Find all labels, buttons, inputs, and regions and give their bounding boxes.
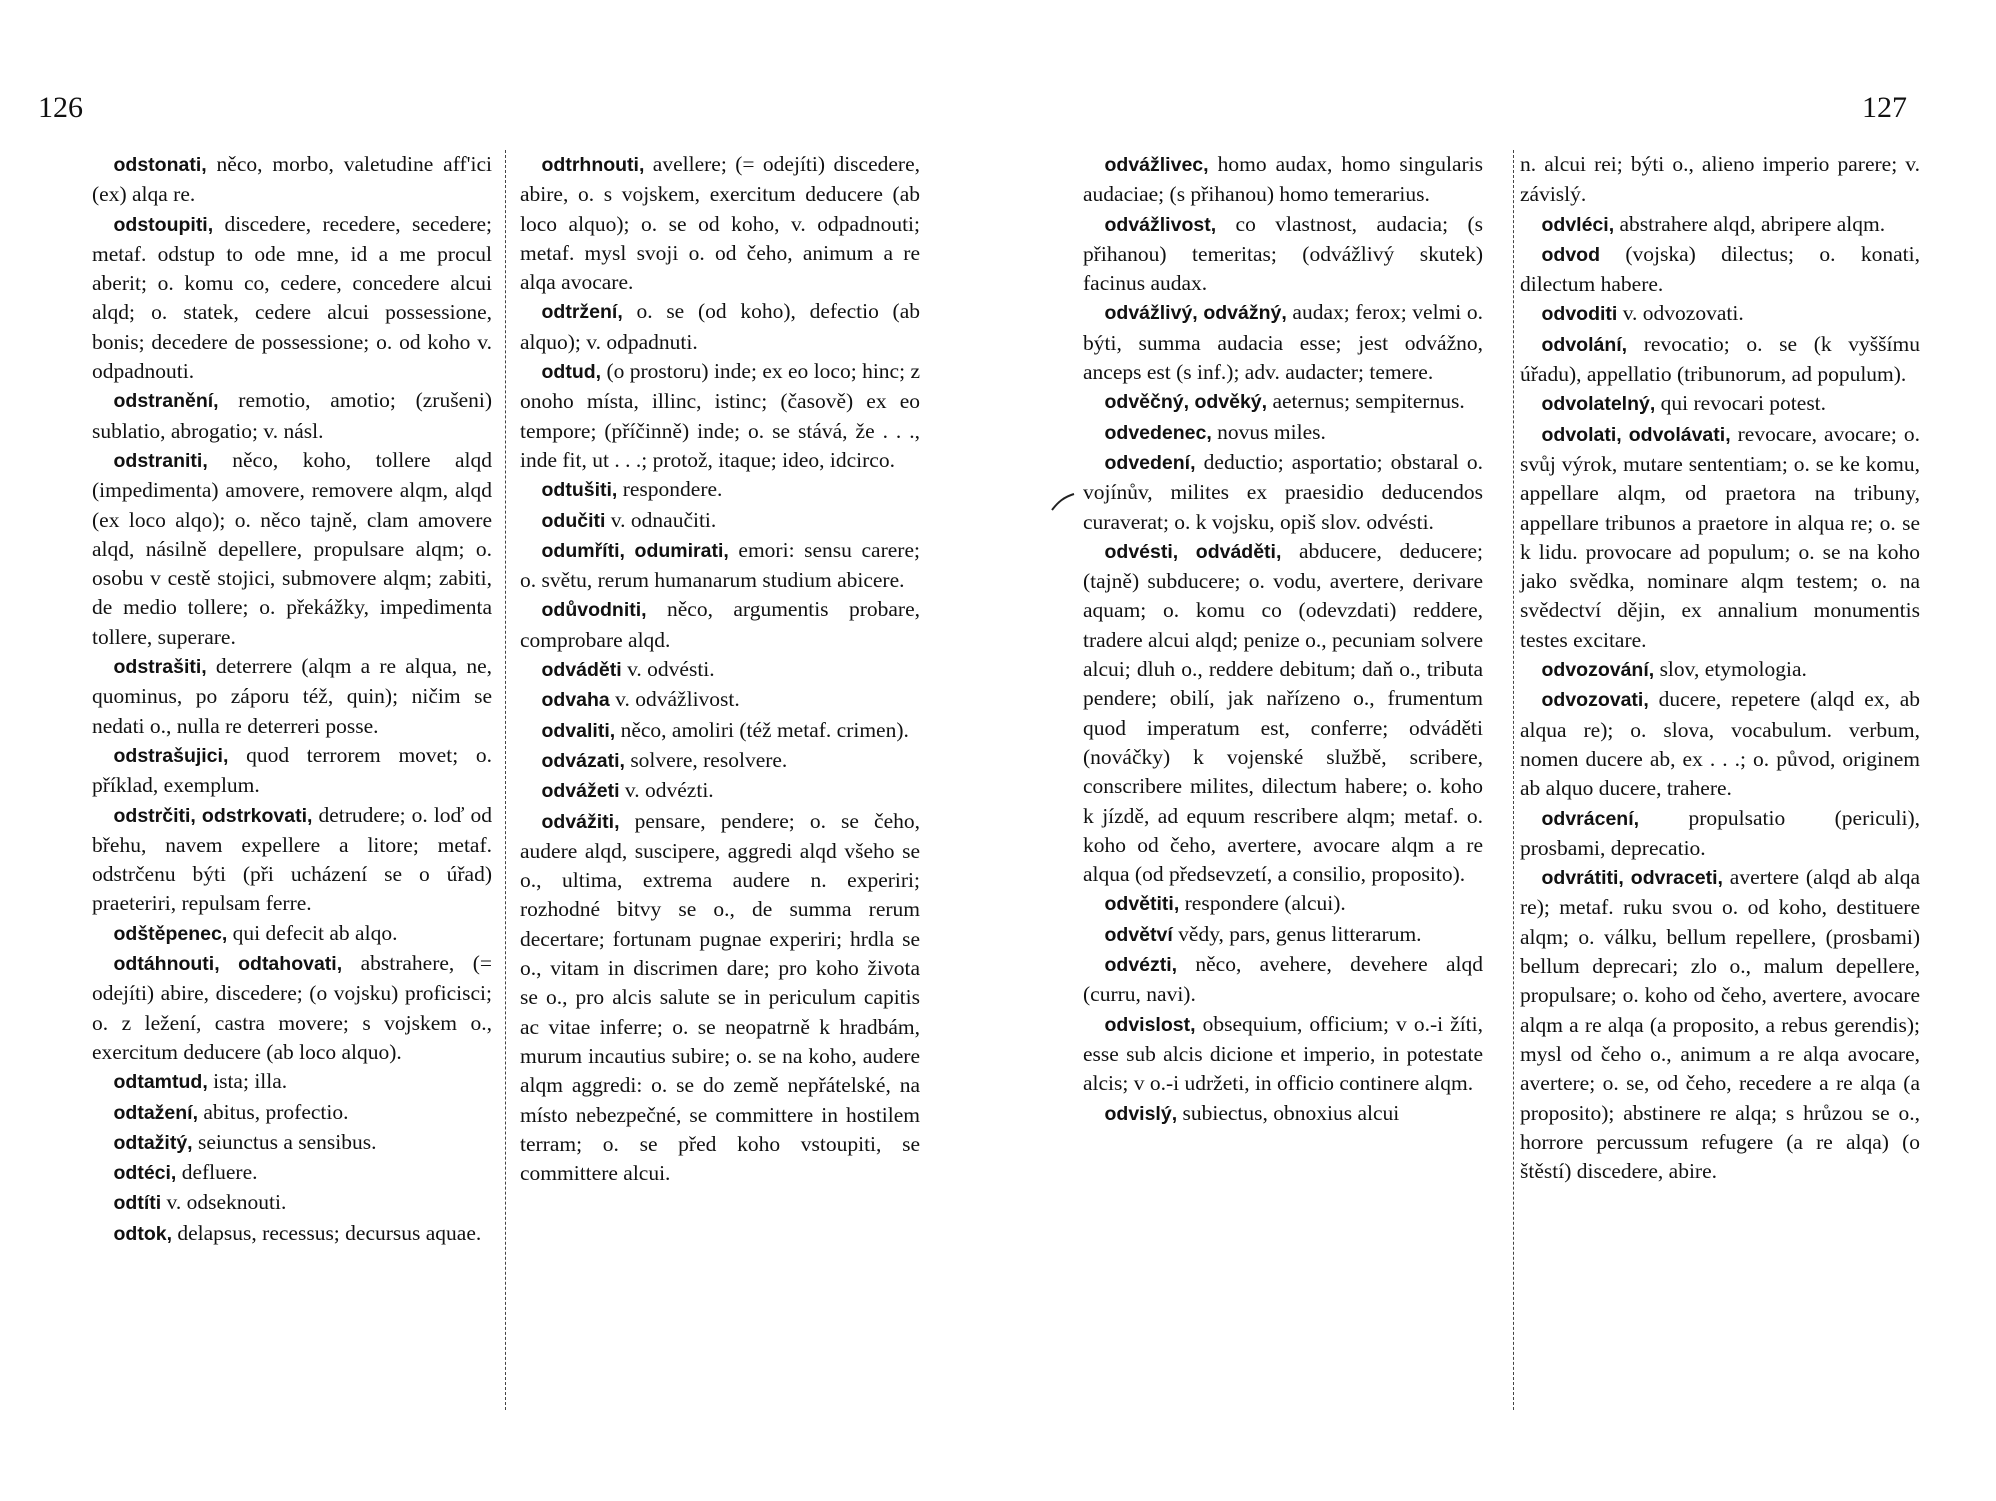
- entry-headword: odůvodniti,: [541, 599, 647, 622]
- column-divider-right: [1513, 150, 1514, 1410]
- entry-headword: odvod: [1541, 243, 1600, 266]
- dictionary-entry: [1083, 210, 1483, 299]
- entry-definition: quod terrorem movet; o. příklad, exemplum.: [92, 742, 492, 798]
- entry-headword: odtáhnouti, odtahovati,: [113, 953, 343, 976]
- entry-definition: subiectus, obnoxius alcui: [1177, 1100, 1400, 1125]
- column-1: [92, 150, 492, 1249]
- entry-headword: odvézti,: [1104, 954, 1178, 977]
- entry-definition: avellere; (= odejíti) discedere, abire, o. s vojskem, exercitum deducere (ab loco alquo); o. se od koho, v. odpadnouti; metaf. mysl svoji o. od čeho, animum a re alqa avocare.: [520, 152, 920, 295]
- entry-definition: v. odvozovati.: [1617, 301, 1744, 326]
- entry-headword: odtud,: [541, 361, 602, 384]
- entry-definition: v. odvézti.: [619, 778, 714, 803]
- entry-headword: odumříti, odumirati,: [541, 539, 729, 562]
- dictionary-entry: [1083, 537, 1483, 890]
- dictionary-entry: [520, 807, 920, 1189]
- entry-definition: v. odvésti.: [621, 657, 715, 682]
- dictionary-entry: [520, 746, 920, 776]
- dictionary-entry: [1083, 920, 1483, 950]
- entry-definition: seiunctus a sensibus.: [192, 1129, 377, 1154]
- column-4: [1520, 150, 1920, 1186]
- entry-definition: abstrahere alqd, abripere alqm.: [1614, 211, 1886, 236]
- entry-definition: (o prostoru) inde; ex eo loco; hinc; z onoho místa, illinc, istinc; (časově) ex eo tempore; (příčinně) inde; o. se stává, že . . ., inde fit, ut . . .; protož, itaque; ideo, idcirco.: [520, 359, 920, 472]
- entry-headword: odtrhnouti,: [541, 154, 645, 176]
- entry-headword: odvolání,: [1541, 333, 1628, 356]
- entry-headword: odvoditi: [1541, 303, 1618, 326]
- entry-definition: respondere (alcui).: [1179, 891, 1346, 916]
- entry-headword: odvislost,: [1104, 1013, 1196, 1036]
- dictionary-entry: [520, 655, 920, 685]
- entry-definition: deterrere (alqm a re alqua, ne, quominus, po záporu též, quin); ničim se nedati o., nulla re deterreri posse.: [92, 654, 492, 738]
- entry-headword: odučiti: [541, 509, 606, 532]
- entry-headword: odvolati, odvolávati,: [1541, 423, 1731, 446]
- entry-headword: odvozování,: [1541, 659, 1655, 682]
- entry-definition: emori: sensu carere; o. světu, rerum humanarum studium abicere.: [520, 537, 920, 593]
- page-number-left: 126: [38, 91, 83, 124]
- column-3: [1083, 150, 1483, 1129]
- dictionary-entry: [1520, 655, 1920, 685]
- dictionary-entry: [1083, 1010, 1483, 1099]
- dictionary-entry: [1083, 950, 1483, 1010]
- dictionary-entry: [520, 357, 920, 475]
- dictionary-entry: [1083, 1099, 1483, 1129]
- dictionary-entry: [92, 1158, 492, 1188]
- entry-definition: v. odvážlivost.: [609, 687, 740, 712]
- dictionary-entry: [92, 1219, 492, 1249]
- dictionary-entry: [520, 475, 920, 505]
- entry-definition: (vojska) dilectus; o. konati, dilectum habere.: [1520, 241, 1920, 297]
- dictionary-entry: [92, 386, 492, 446]
- column-2: [520, 150, 920, 1188]
- entry-headword: odvrácení,: [1541, 807, 1640, 830]
- entry-definition: remotio, amotio; (zrušeni) sublatio, abrogatio; v. násl.: [92, 388, 492, 443]
- entry-headword: odtok,: [113, 1222, 172, 1245]
- entry-definition: v. odseknouti.: [161, 1190, 287, 1215]
- entry-definition: qui revocari potest.: [1655, 391, 1827, 416]
- entry-definition: co vlastnost, audacia; (s přihanou) temeritas; (odvážlivý skutek) facinus audax.: [1083, 211, 1483, 296]
- dictionary-entry: [520, 506, 920, 536]
- entry-headword: odstrašiti,: [113, 656, 207, 679]
- dictionary-entry: [1083, 387, 1483, 417]
- dictionary-entry: [1520, 804, 1920, 864]
- entry-definition: revocatio; o. se (k vyššímu úřadu), appellatio (tribunorum, ad populum).: [1520, 331, 1920, 387]
- entry-headword: odvěčný, odvěký,: [1104, 391, 1268, 414]
- entry-definition: qui defecit ab alqo.: [227, 920, 398, 945]
- dictionary-entry: [1083, 889, 1483, 919]
- entry-definition: něco, morbo, valetudine aff'ici (ex) alqa re.: [92, 152, 492, 207]
- entry-headword: odtéci,: [113, 1162, 177, 1185]
- entry-definition: abducere, deducere; (tajně) subducere; o. vodu, avertere, derivare aquam; o. komu co (odevzdati) reddere, tradere alcui alqd; penize o., pecuniam solvere alcui; dluh o., reddere debitum; daň o., tributa pendere; obilí, jak nařízeno o., frumentum quod imperatum est, conferre; odváděti (nováčky) k vojenské službě, scribere, conscribere milites, dilectum habere; o. koho k jízdě, ad equum rescribere alqm; metaf. o. koho od čeho, avertere, avocare alqm a re alqua (od předsevzetí, a consilio, proposito).: [1083, 538, 1484, 887]
- dictionary-entry: [92, 949, 492, 1067]
- entry-definition: pensare, pendere; o. se čeho, audere alqd, suscipere, aggredi alqd všeho se o., ultima, extrema audere n. experiri; rozhodné bitvy se o., de summa rerum decertare; fortunam pugnae experiri; hrdla se o., vitam in discrimen dare; pro koho života se o., pro alcis salute se in periculum capitis ac vitae inferre; o. se neopatrně k hradbám, murum incautius subire; o. se na koho, audere alqm aggredi: o. se do země nepřátelské, na místo nebezpečné, se committere in hostilem terram; o. se před koho vstoupiti, se committere alcui.: [520, 808, 920, 1186]
- entry-headword: odvážeti: [541, 780, 620, 803]
- dictionary-entry: [1520, 685, 1920, 803]
- entry-headword: odstrašujici,: [113, 744, 229, 767]
- dictionary-entry: [92, 1188, 492, 1218]
- entry-headword: odvozovati,: [1541, 689, 1649, 712]
- entry-headword: odtíti: [113, 1192, 162, 1215]
- entry-definition: něco, koho, tollere alqd (impedimenta) amovere, removere alqm, alqd (ex loco alqo); o. něco tajně, clam amovere alqd, násilně depellere, propulsare alqm; o. osobu v cestě stojici, submovere alqm; zabiti, de medio tollere; o. překážky, impedimenta tollere, superare.: [92, 447, 492, 649]
- entry-headword: odvětví: [1104, 923, 1173, 946]
- entry-definition: obsequium, officium; v o.-i žíti, esse sub alcis dicione et imperio, in potestate alcis; v o.-i udržeti, in officio continere alqm.: [1083, 1011, 1483, 1096]
- dictionary-entry: [92, 801, 492, 919]
- dictionary-entry: [92, 446, 492, 652]
- entry-headword: odtržení,: [541, 301, 623, 324]
- entry-definition: ducere, repetere (alqd ex, ab alqua re); o. slova, vocabulum. verbum, nomen ducere ab, ex . . .; o. původ, originem ab alquo ducere, trahere.: [1520, 687, 1920, 801]
- entry-headword: odváděti: [541, 659, 622, 682]
- entry-headword: odvésti, odváděti,: [1104, 540, 1282, 563]
- entry-headword: odtažitý,: [113, 1131, 193, 1154]
- entry-definition: detrudere; o. loď od břehu, navem expellere a litore; metaf. odstrčenu býti (při ucházení se o úřad) praeteriri, repulsam ferre.: [92, 802, 492, 916]
- dictionary-entry: [1520, 330, 1920, 390]
- entry-headword: odštěpenec,: [113, 922, 228, 945]
- entry-headword: odtažení,: [113, 1101, 199, 1124]
- entry-headword: odtušiti,: [541, 479, 618, 502]
- dictionary-entry: [1520, 420, 1920, 655]
- entry-definition: solvere, resolvere.: [624, 747, 788, 772]
- dictionary-entry: [1520, 240, 1920, 300]
- page-number-right: 127: [1862, 91, 1907, 124]
- entry-headword: odvázati,: [541, 749, 625, 772]
- dictionary-entry: [520, 716, 920, 746]
- dictionary-entry: [520, 536, 920, 596]
- entry-definition: v. odnaučiti.: [605, 507, 717, 532]
- dictionary-entry: [520, 297, 920, 357]
- entry-definition: novus miles.: [1211, 419, 1326, 444]
- entry-definition: n. alcui rei; býti o., alieno imperio parere; v. závislý.: [1520, 152, 1920, 207]
- dictionary-entry: [92, 652, 492, 741]
- entry-definition: slov, etymologia.: [1654, 657, 1807, 682]
- entry-definition: delapsus, recessus; decursus aquae.: [172, 1220, 482, 1245]
- pencil-mark-icon: [1050, 492, 1076, 512]
- dictionary-entry: [92, 210, 492, 387]
- dictionary-entry: [1520, 299, 1920, 329]
- entry-definition: aeternus; sempiternus.: [1267, 389, 1465, 414]
- entry-definition: propulsatio (periculi), prosbami, deprecatio.: [1520, 805, 1920, 860]
- entry-definition: audax; ferox; velmi o. býti, summa audacia esse; jest odvážno, anceps est (s inf.); adv. audacter; temere.: [1083, 300, 1484, 385]
- dictionary-entry: [1520, 150, 1920, 210]
- entry-definition: avertere (alqd ab alqa re); metaf. ruku svou o. od koho, destituere alqm; o. válku, bellum repellere, (prosbami) bellum deprecari; zlo o., malum depellere, propulsare; o. koho od čeho, avertere, avocare alqm a re alqa (a proposito, a rebus gerendis); mysl od čeho o., animum a re alqa avocare, avertere; o. se, od čeho, recedere a re alqa (a proposito); abstinere re alqa; s hrůzou se o., horrore percussum refugere (a re alqa) (o štěstí) discedere, abire.: [1520, 865, 1920, 1184]
- entry-headword: odvaliti,: [541, 719, 616, 742]
- entry-headword: odvážlivý, odvážný,: [1104, 302, 1287, 325]
- dictionary-entry: [1520, 389, 1920, 419]
- dictionary-entry: [1083, 448, 1483, 537]
- entry-headword: odstonati,: [113, 154, 207, 176]
- entry-definition: discedere, recedere, secedere; metaf. odstup to ode mne, id a me procul aberit; o. komu co, cedere, concedere alcui alqd; o. statek, cedere alcui possessione, bonis; decedere de possessione; o. od koho v. odpadnouti.: [92, 211, 492, 384]
- entry-definition: něco, argumentis probare, comprobare alqd.: [520, 597, 920, 652]
- entry-definition: něco, avehere, devehere alqd (curru, navi).: [1083, 952, 1483, 1007]
- dictionary-entry: [520, 776, 920, 806]
- entry-headword: odvedenec,: [1104, 421, 1212, 444]
- dictionary-entry: [1083, 150, 1483, 210]
- entry-headword: odstraniti,: [113, 449, 208, 472]
- entry-headword: odvaha: [541, 689, 610, 712]
- entry-headword: odvážlivec,: [1104, 154, 1209, 176]
- entry-definition: homo audax, homo singularis audaciae; (s přihanou) homo temerarius.: [1083, 152, 1483, 207]
- dictionary-entry: [1520, 863, 1920, 1186]
- dictionary-entry: [92, 150, 492, 210]
- dictionary-entry: [1520, 210, 1920, 240]
- entry-definition: něco, amoliri (též metaf. crimen).: [615, 717, 909, 742]
- dictionary-entry: [520, 595, 920, 655]
- entry-definition: deductio; asportatio; obstaral o. vojínův, milites ex praesidio deducendos curaverat; o. k vojsku, opiš slov. odvésti.: [1083, 449, 1483, 534]
- entry-definition: respondere.: [617, 477, 723, 502]
- entry-headword: odvážiti,: [541, 810, 620, 833]
- dictionary-entry: [520, 150, 920, 297]
- dictionary-entry: [1083, 298, 1483, 387]
- dictionary-entry: [92, 919, 492, 949]
- dictionary-entry: [92, 1067, 492, 1097]
- dictionary-entry: [92, 741, 492, 801]
- entry-headword: odstrčiti, odstrkovati,: [113, 804, 313, 827]
- dictionary-entry: [92, 1128, 492, 1158]
- entry-headword: odvážlivost,: [1104, 213, 1217, 236]
- entry-definition: o. se (od koho), defectio (ab alquo); v. odpadnuti.: [520, 299, 920, 354]
- dictionary-entry: [92, 1098, 492, 1128]
- entry-headword: odstranění,: [113, 390, 219, 413]
- entry-definition: revocare, avocare; o. svůj výrok, mutare sententiam; o. se ke komu, appellare alqm, od praetora na tribuny, appellare tribunos a praetore in alqua re; o. se k lidu. provocare ad populum; o. se na koho jako svědka, nominare alqm testem; o. na svědectví dějin, ex annalium monumentis testes excitare.: [1520, 421, 1920, 652]
- dictionary-entry: [1083, 418, 1483, 448]
- entry-headword: odvrátiti, odvraceti,: [1541, 867, 1723, 890]
- entry-definition: defluere.: [176, 1160, 258, 1185]
- dictionary-entry: [520, 685, 920, 715]
- entry-headword: odtamtud,: [113, 1071, 208, 1094]
- entry-headword: odvedení,: [1104, 451, 1196, 474]
- column-divider-left: [505, 150, 506, 1410]
- entry-headword: odvětiti,: [1104, 893, 1180, 916]
- entry-definition: vědy, pars, genus litterarum.: [1172, 921, 1422, 946]
- entry-headword: odvislý,: [1104, 1102, 1178, 1125]
- entry-headword: odstoupiti,: [113, 213, 214, 236]
- entry-definition: ista; illa.: [207, 1069, 288, 1094]
- entry-headword: odvolatelný,: [1541, 393, 1656, 416]
- entry-definition: abitus, profectio.: [198, 1099, 349, 1124]
- entry-definition: abstrahere, (= odejíti) abire, discedere; (o vojsku) proficisci; o. z ležení, castra movere; s vojskem o., exercitum deducere (ab loco alquo).: [92, 951, 492, 1064]
- entry-headword: odvléci,: [1541, 213, 1615, 236]
